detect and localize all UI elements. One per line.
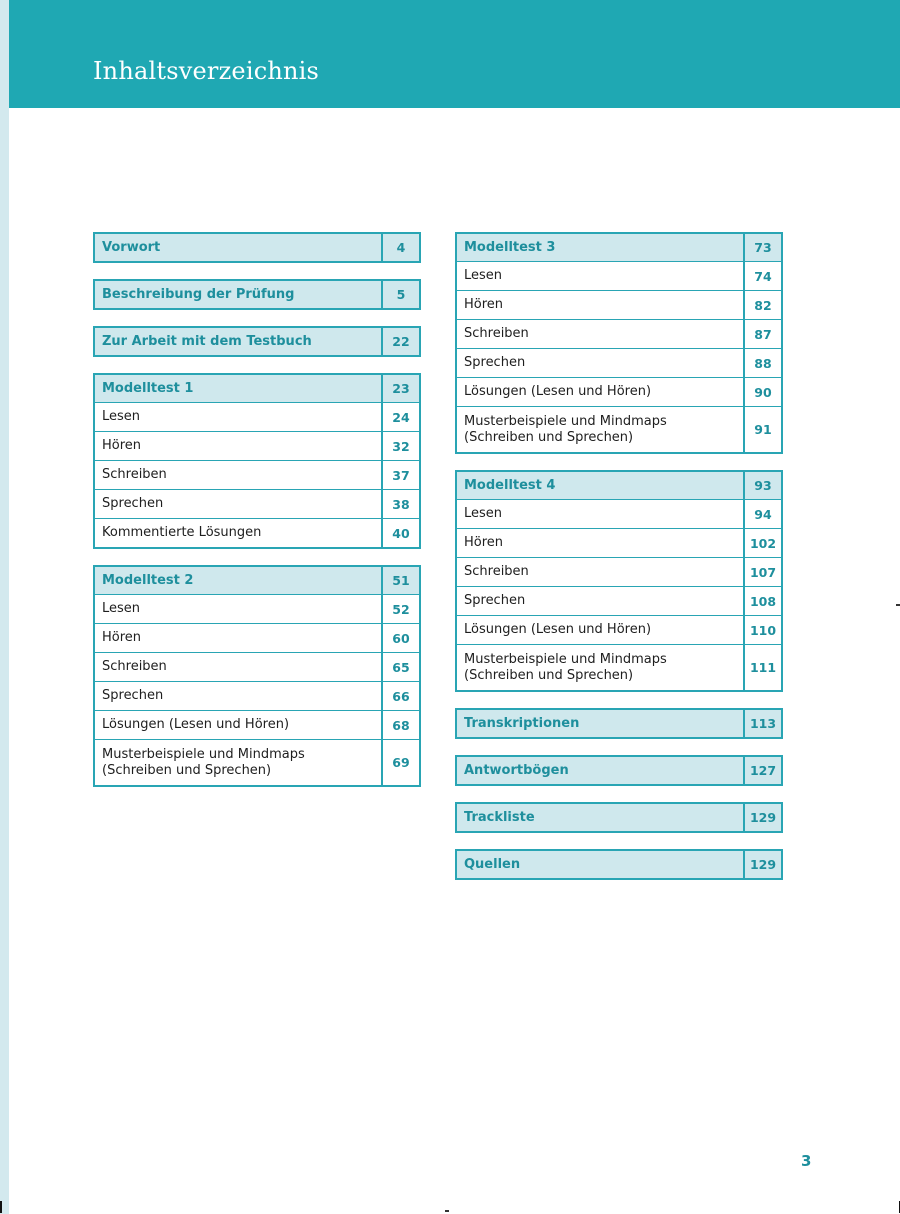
toc-page-number: 88	[743, 349, 781, 377]
toc-row[interactable]	[457, 586, 781, 615]
toc-title: Modelltest 3	[464, 239, 556, 255]
toc-item-label-multiline	[95, 740, 381, 785]
toc-item-label: Kommentierte Lösungen	[102, 525, 262, 540]
toc-entry-antwortboegen	[455, 755, 783, 786]
toc-row[interactable]	[95, 594, 419, 623]
toc-item-label: Lesen	[464, 506, 503, 521]
toc-row[interactable]	[457, 851, 781, 878]
toc-item-label-line1: Musterbeispiele und Mindmaps	[464, 651, 667, 667]
page-header-banner	[9, 0, 900, 108]
toc-item-label: Lösungen (Lesen und Hören)	[102, 717, 290, 732]
toc-page-number: 52	[381, 595, 419, 623]
toc-row[interactable]	[457, 290, 781, 319]
toc-row[interactable]	[95, 431, 419, 460]
toc-item-label: Schreiben	[102, 659, 167, 674]
toc-page-number: 127	[743, 757, 781, 784]
toc-page-number: 4	[381, 234, 419, 261]
toc-entry-trackliste	[455, 802, 783, 833]
toc-item-label: Lesen	[102, 409, 141, 424]
toc-title: Quellen	[464, 856, 521, 872]
toc-item-label-multiline	[457, 407, 743, 452]
toc-title: Vorwort	[102, 239, 161, 255]
toc-row[interactable]	[457, 644, 781, 690]
toc-section-modelltest-4	[455, 470, 783, 692]
crop-mark	[896, 604, 900, 606]
toc-row[interactable]	[95, 710, 419, 739]
toc-row[interactable]	[95, 281, 419, 308]
toc-section-modelltest-2	[93, 565, 421, 787]
toc-page-number: 38	[381, 490, 419, 518]
toc-row[interactable]	[95, 739, 419, 785]
toc-entry-arbeit	[93, 326, 421, 357]
crop-mark	[887, 1201, 900, 1213]
toc-entry-quellen	[455, 849, 783, 880]
toc-page-number: 129	[743, 851, 781, 878]
toc-row[interactable]	[457, 377, 781, 406]
toc-row[interactable]	[95, 489, 419, 518]
toc-page-number: 113	[743, 710, 781, 737]
toc-item-label-line2: (Schreiben und Sprechen)	[464, 429, 634, 445]
toc-section-header[interactable]	[457, 234, 781, 261]
toc-page-number: 32	[381, 432, 419, 460]
toc-item-label: Hören	[464, 535, 504, 550]
toc-page-number: 68	[381, 711, 419, 739]
toc-page-number: 93	[743, 472, 781, 499]
toc-page-number: 111	[743, 645, 781, 690]
toc-item-label: Schreiben	[464, 564, 529, 579]
toc-page-number: 90	[743, 378, 781, 406]
toc-item-label: Sprechen	[102, 688, 164, 703]
toc-item-label-line1: Musterbeispiele und Mindmaps	[464, 413, 667, 429]
toc-item-label: Schreiben	[464, 326, 529, 341]
toc-row[interactable]	[457, 615, 781, 644]
toc-page-number: 102	[743, 529, 781, 557]
toc-row[interactable]	[457, 528, 781, 557]
toc-item-label: Lesen	[102, 601, 141, 616]
toc-item-label: Schreiben	[102, 467, 167, 482]
toc-page-number: 108	[743, 587, 781, 615]
toc-page-number: 65	[381, 653, 419, 681]
toc-row[interactable]	[457, 757, 781, 784]
toc-page-number: 69	[381, 740, 419, 785]
toc-section-header[interactable]	[457, 472, 781, 499]
toc-item-label: Hören	[464, 297, 504, 312]
toc-row[interactable]	[95, 652, 419, 681]
toc-item-label-line1: Musterbeispiele und Mindmaps	[102, 746, 305, 762]
toc-entry-transkriptionen	[455, 708, 783, 739]
toc-row[interactable]	[95, 234, 419, 261]
toc-item-label-line2: (Schreiben und Sprechen)	[102, 762, 272, 778]
toc-item-label: Sprechen	[102, 496, 164, 511]
toc-column-left	[93, 232, 421, 803]
toc-title: Transkriptionen	[464, 715, 580, 731]
crop-mark	[0, 1201, 14, 1213]
toc-item-label-multiline	[457, 645, 743, 690]
toc-entry-vorwort	[93, 232, 421, 263]
crop-mark	[445, 1210, 449, 1212]
toc-section-header[interactable]	[95, 567, 419, 594]
toc-item-label: Lösungen (Lesen und Hören)	[464, 384, 652, 399]
toc-page-number: 5	[381, 281, 419, 308]
toc-row[interactable]	[457, 557, 781, 586]
toc-page-number: 94	[743, 500, 781, 528]
toc-row[interactable]	[95, 518, 419, 547]
toc-row[interactable]	[95, 328, 419, 355]
toc-page-number: 129	[743, 804, 781, 831]
toc-page-number: 40	[381, 519, 419, 547]
toc-row[interactable]	[95, 460, 419, 489]
toc-page-number: 37	[381, 461, 419, 489]
toc-row[interactable]	[457, 406, 781, 452]
toc-title: Beschreibung der Prüfung	[102, 286, 295, 302]
toc-title: Modelltest 4	[464, 477, 556, 493]
toc-row[interactable]	[457, 499, 781, 528]
page-number: 3	[801, 1152, 812, 1170]
toc-title: Zur Arbeit mit dem Testbuch	[102, 333, 312, 349]
toc-row[interactable]	[457, 261, 781, 290]
toc-item-label: Sprechen	[464, 355, 526, 370]
toc-item-label: Sprechen	[464, 593, 526, 608]
toc-item-label: Hören	[102, 630, 142, 645]
toc-page-number: 110	[743, 616, 781, 644]
toc-title: Modelltest 1	[102, 380, 194, 396]
toc-item-label: Hören	[102, 438, 142, 453]
left-margin-band	[0, 0, 9, 1214]
toc-title: Antwortbögen	[464, 762, 569, 778]
toc-page-number: 74	[743, 262, 781, 290]
toc-row[interactable]	[457, 319, 781, 348]
toc-section-modelltest-1	[93, 373, 421, 549]
toc-page-number: 24	[381, 403, 419, 431]
page-title: Inhaltsverzeichnis	[93, 57, 320, 85]
toc-section-header[interactable]	[95, 375, 419, 402]
toc-page-number: 23	[381, 375, 419, 402]
toc-page-number: 60	[381, 624, 419, 652]
toc-title: Trackliste	[464, 809, 535, 825]
toc-row[interactable]	[457, 710, 781, 737]
toc-item-label: Lösungen (Lesen und Hören)	[464, 622, 652, 637]
toc-page-number: 82	[743, 291, 781, 319]
toc-section-modelltest-3	[455, 232, 783, 454]
toc-item-label-line2: (Schreiben und Sprechen)	[464, 667, 634, 683]
toc-page-number: 73	[743, 234, 781, 261]
toc-page-number: 91	[743, 407, 781, 452]
toc-page-number: 22	[381, 328, 419, 355]
toc-row[interactable]	[95, 402, 419, 431]
toc-row[interactable]	[457, 348, 781, 377]
toc-entry-beschreibung	[93, 279, 421, 310]
toc-column-right	[455, 232, 783, 896]
toc-title: Modelltest 2	[102, 572, 194, 588]
toc-page-number: 107	[743, 558, 781, 586]
toc-row[interactable]	[95, 623, 419, 652]
toc-row[interactable]	[95, 681, 419, 710]
toc-page-number: 87	[743, 320, 781, 348]
toc-page-number: 51	[381, 567, 419, 594]
toc-page-number: 66	[381, 682, 419, 710]
toc-item-label: Lesen	[464, 268, 503, 283]
toc-row[interactable]	[457, 804, 781, 831]
